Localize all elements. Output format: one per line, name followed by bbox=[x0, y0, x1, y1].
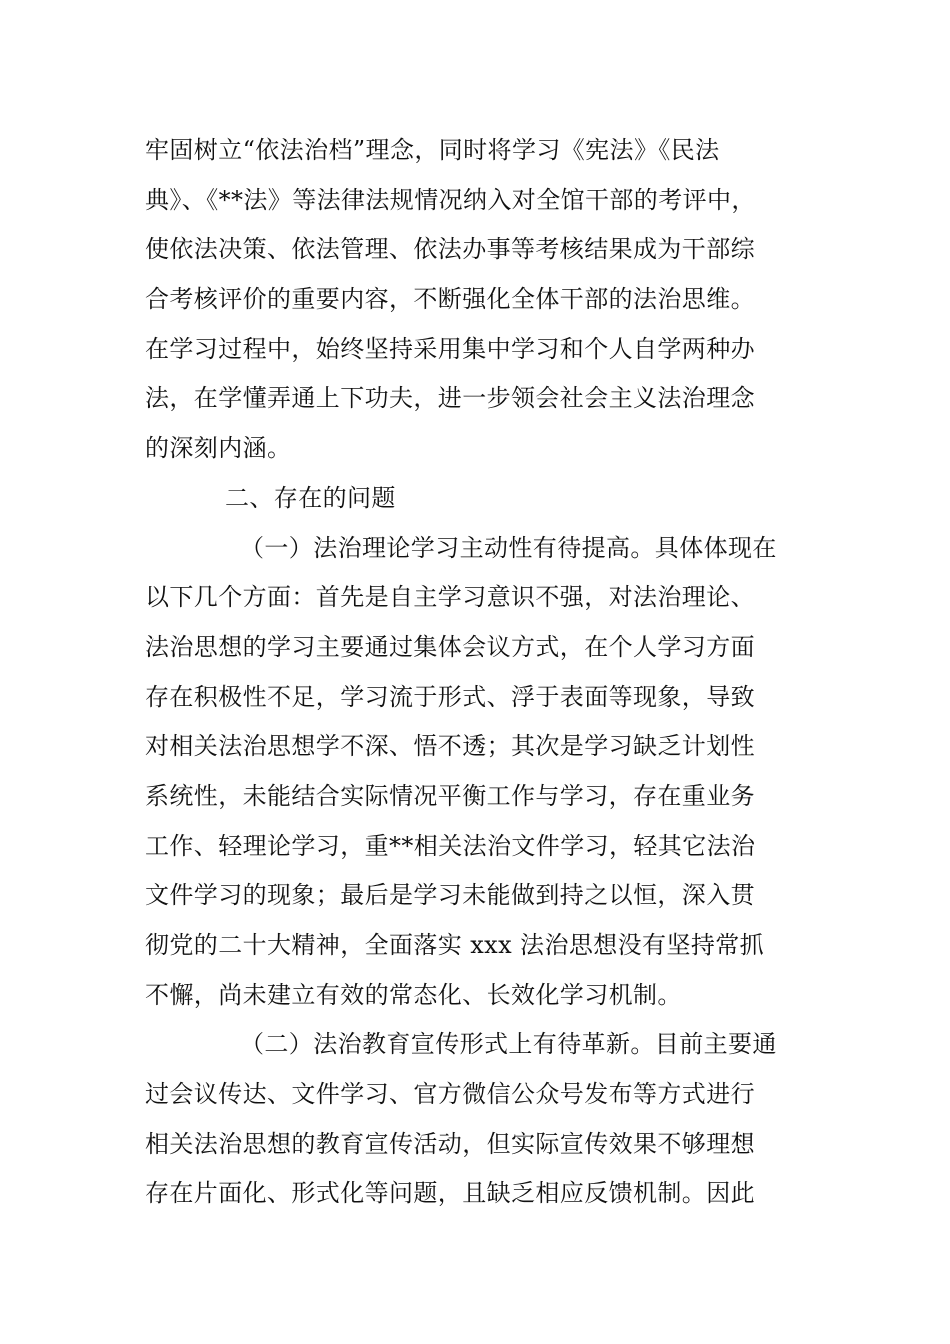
body-line: 在学习过程中，始终坚持采用集中学习和个人自学两种办 bbox=[145, 334, 755, 363]
body-line: 不懈，尚未建立有效的常态化、长效化学习机制。 bbox=[145, 980, 682, 1009]
body-line: 存在积极性不足，学习流于形式、浮于表面等现象，导致 bbox=[145, 682, 755, 711]
body-line: 典》、《**法》等法律法规情况纳入对全馆干部的考评中， bbox=[145, 185, 756, 214]
body-line: 合考核评价的重要内容，不断强化全体干部的法治思维。 bbox=[145, 285, 755, 314]
body-line: 存在片面化、形式化等问题，且缺乏相应反馈机制。因此 bbox=[145, 1179, 755, 1208]
subsection-heading-line: （一）法治理论学习主动性有待提高。具体体现在 bbox=[240, 533, 777, 562]
body-line: 相关法治思想的教育宣传活动，但实际宣传效果不够理想 bbox=[145, 1129, 755, 1158]
body-line: 过会议传达、文件学习、官方微信公众号发布等方式进行 bbox=[145, 1080, 755, 1109]
body-line: 的深刻内涵。 bbox=[145, 434, 292, 463]
body-line: 法治思想的学习主要通过集体会议方式，在个人学习方面 bbox=[145, 632, 755, 661]
section-heading: 二、存在的问题 bbox=[225, 483, 396, 512]
subsection-heading-line: （二）法治教育宣传形式上有待革新。目前主要通 bbox=[240, 1030, 777, 1059]
body-line: 以下几个方面：首先是自主学习意识不强，对法治理论、 bbox=[145, 583, 755, 612]
body-line: 彻党的二十大精神，全面落实 xxx 法治思想没有坚持常抓 bbox=[145, 931, 765, 959]
body-line: 法，在学懂弄通上下功夫，进一步领会社会主义法治理念 bbox=[145, 384, 755, 413]
body-line: 牢固树立“依法治档”理念，同时将学习《宪法》《民法 bbox=[145, 136, 720, 164]
body-line: 文件学习的现象；最后是学习未能做到持之以恒，深入贯 bbox=[145, 881, 755, 910]
body-line: 系统性，未能结合实际情况平衡工作与学习，存在重业务 bbox=[145, 781, 755, 810]
document-body bbox=[145, 126, 825, 1219]
body-line: 对相关法治思想学不深、悟不透；其次是学习缺乏计划性 bbox=[145, 732, 755, 761]
body-line: 工作、轻理论学习，重**相关法治文件学习，轻其它法治 bbox=[145, 831, 756, 860]
body-line: 使依法决策、依法管理、依法办事等考核结果成为干部综 bbox=[145, 235, 755, 264]
